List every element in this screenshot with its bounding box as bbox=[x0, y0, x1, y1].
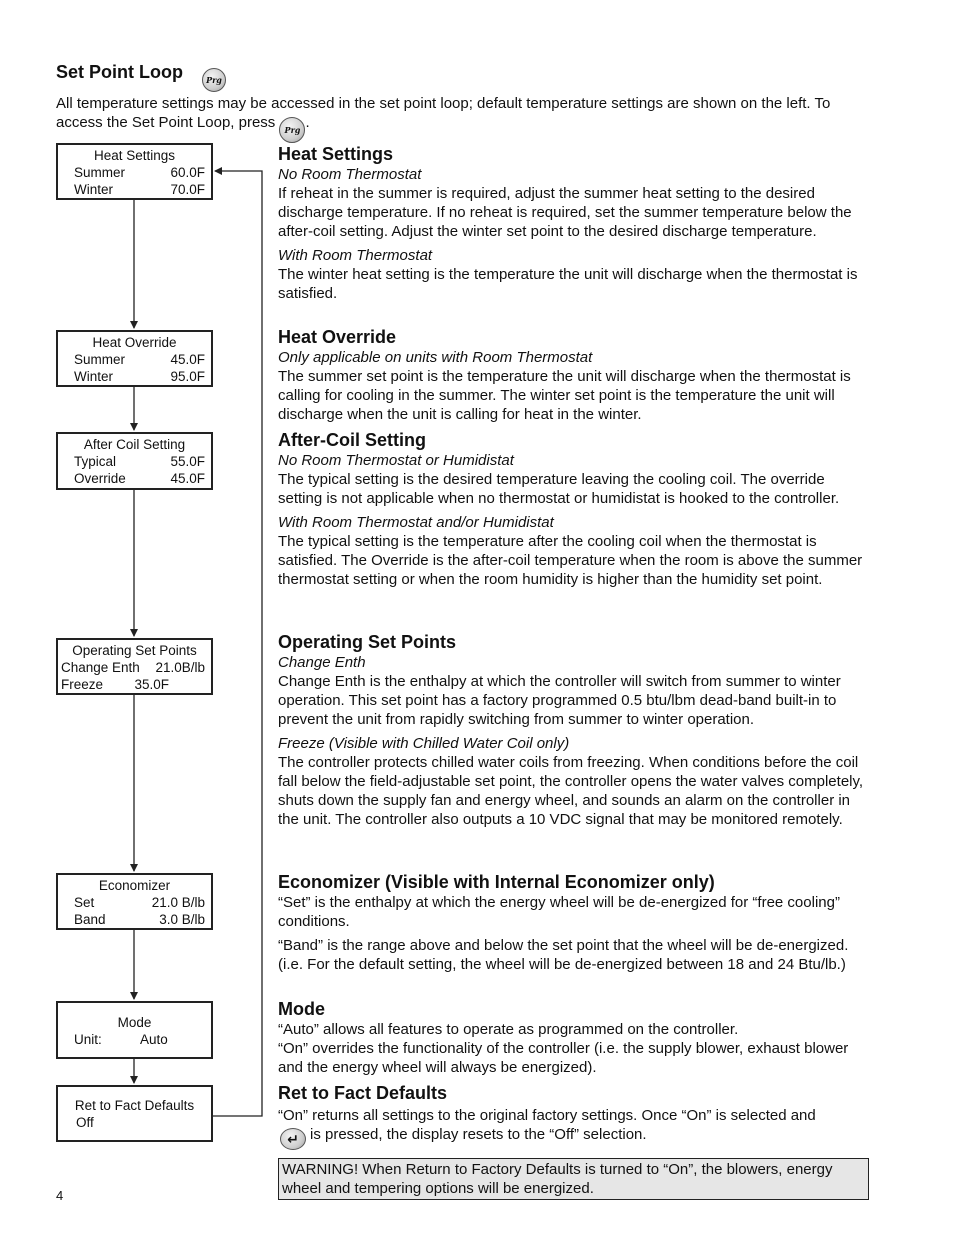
enter-button-icon: ↵ bbox=[280, 1128, 306, 1150]
section-economizer: Economizer (Visible with Internal Economizer only) “Set” is the enthalpy at which the energy wheel will be de-energized for “free cooling” conditions. “Band” is the range above and below the set point that the wheel will be de-energized. (i.e. For the default setting, the wheel will be de-energized between 18 and 24 Btu/lb.) bbox=[278, 872, 873, 974]
heading-mode: Mode bbox=[278, 999, 325, 1019]
arrow-loop-back bbox=[213, 171, 262, 1116]
section-ret-defaults: Ret to Fact Defaults “On” returns all settings to the original factory settings. Once “On” is selected and ↵ is pressed, the display resets to the “Off” selection. bbox=[278, 1083, 873, 1150]
section-operating-set-points: Operating Set Points Change Enth Change Enth is the enthalpy at which the controller will switch from summer to winter operation. This set point has a factory programmed 0.5 btu/lbm dead-band built-in to prevent the unit from rapidly switching from summer to winter operation. Freeze (Visible with Chilled Water Coil only) The controller protects chilled water coils from freezing. When conditions before the coil fall below the field-adjustable set point, the controller opens the water valves completely, shuts down the supply fan and energy wheel, and sounds an alarm on the controller in the unit. The controller also outputs a 10 VDC signal that may be monitored remotely. bbox=[278, 632, 873, 829]
page-title: Set Point Loop Prg bbox=[56, 62, 226, 92]
box-heat-override: Heat Override Summer 45.0F Winter 95.0F bbox=[56, 330, 213, 387]
section-heat-override: Heat Override Only applicable on units with Room Thermostat The summer set point is the temperature the unit will discharge when the thermostat is calling for cooling in the summer. The winter set point is the temperature the unit will discharge when the unit is calling for heat in the winter. bbox=[278, 327, 873, 424]
heading-ret-defaults: Ret to Fact Defaults bbox=[278, 1083, 448, 1103]
warning-box: WARNING! When Return to Factory Defaults is turned to “On”, the blowers, energy wheel and tempering options will be energized. bbox=[278, 1158, 869, 1200]
heading-after-coil: After-Coil Setting bbox=[278, 430, 426, 450]
section-mode: Mode “Auto” allows all features to operate as programmed on the controller. “On” overrides the functionality of the controller (i.e. the supply blower, exhaust blower and the energy wheel will always be energized). bbox=[278, 999, 873, 1077]
heading-heat-settings: Heat Settings bbox=[278, 144, 394, 164]
heading-operating-set-points: Operating Set Points bbox=[278, 632, 457, 652]
heading-economizer: Economizer (Visible with Internal Economizer only) bbox=[278, 872, 715, 892]
box-economizer: Economizer Set 21.0 B/lb Band 3.0 B/lb bbox=[56, 873, 213, 930]
section-heat-settings: Heat Settings No Room Thermostat If reheat in the summer is required, adjust the summer heat setting to the desired discharge temperature. If no reheat is required, set the summer temperature below the after-coil setting. Adjust the winter set point to the desired discharge temperature. With Room Thermostat The winter heat setting is the temperature the unit will discharge when the thermostat is satisfied. bbox=[278, 144, 873, 303]
prg-button-icon: Prg bbox=[202, 68, 226, 92]
box-mode: Mode Unit: Auto bbox=[56, 1001, 213, 1059]
box-ret-to-fact-defaults: Ret to Fact Defaults Off bbox=[56, 1085, 213, 1142]
box-operating-set-points: Operating Set Points Change Enth 21.0B/lb Freeze 35.0F bbox=[56, 638, 213, 695]
page-number: 4 bbox=[56, 1188, 64, 1203]
section-after-coil: After-Coil Setting No Room Thermostat or Humidistat The typical setting is the desired temperature leaving the cooling coil. The override setting is not applicable when no thermostat or humidistat is hooked to the controller. With Room Thermostat and/or Humidistat The typical setting is the temperature after the cooling coil when the thermostat is satisfied. The Override is the after-coil temperature when the room is above the summer thermostat setting or when the room humidity is higher than the humidity set point. bbox=[278, 430, 873, 589]
heading-heat-override: Heat Override bbox=[278, 327, 397, 347]
box-after-coil-setting: After Coil Setting Typical 55.0F Override 45.0F bbox=[56, 432, 213, 490]
box-heat-settings: Heat Settings Summer 60.0F Winter 70.0F bbox=[56, 143, 213, 200]
intro-paragraph: All temperature settings may be accessed in the set point loop; default temperature settings are shown on the left. To access the Set Point Loop, press Prg . bbox=[56, 94, 866, 143]
prg-button-icon: Prg bbox=[279, 117, 305, 143]
